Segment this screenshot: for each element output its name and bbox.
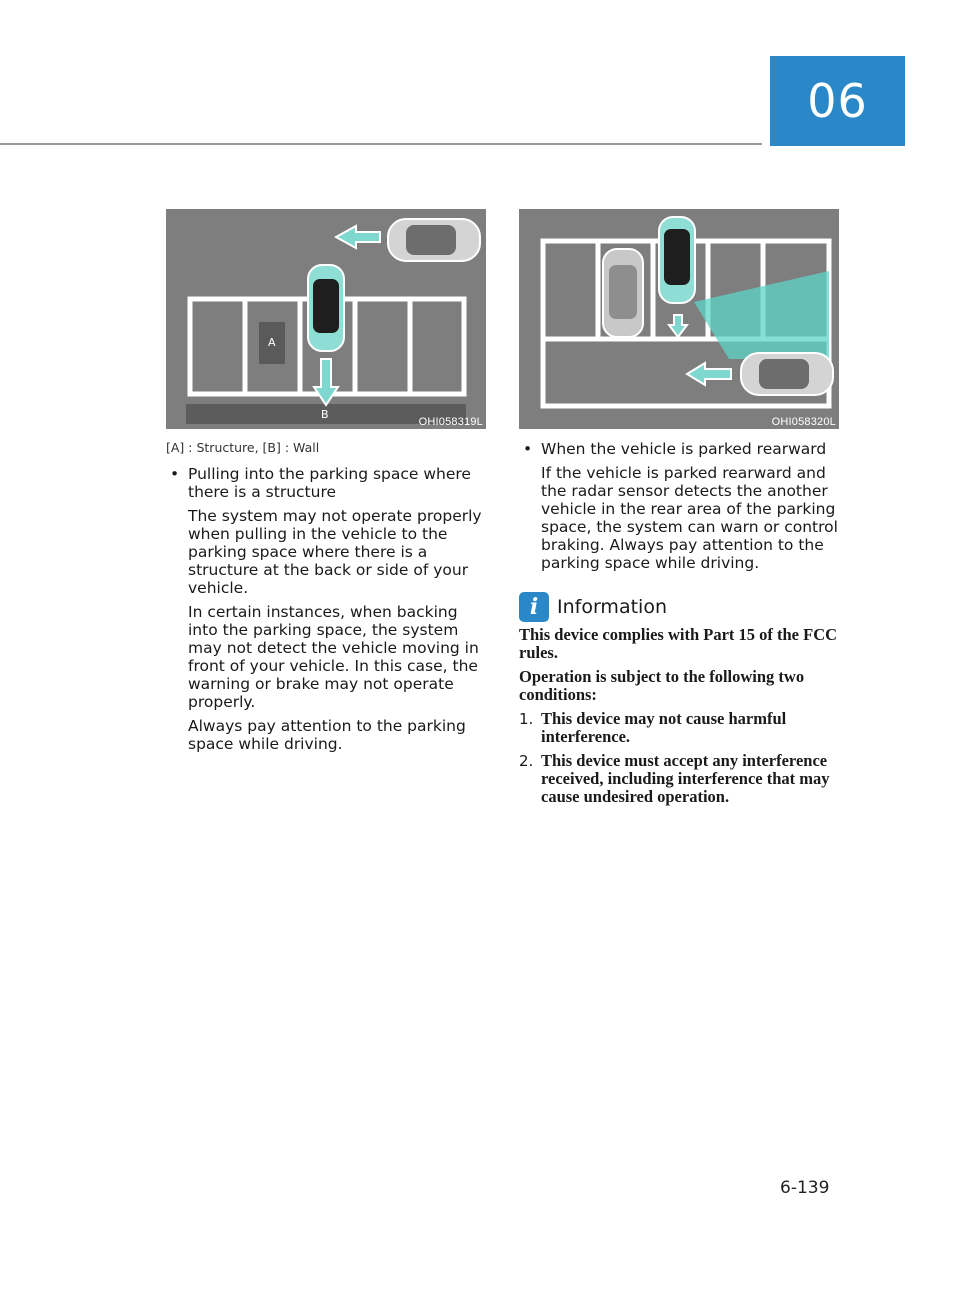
bullet-title: Pulling into the parking space where there is a structure (188, 465, 471, 501)
info-item (519, 710, 849, 746)
info-line: Operation is subject to the following two conditions: (519, 667, 805, 704)
bullet-rearward (519, 440, 849, 458)
figure-code: OHI058319L (418, 416, 483, 428)
info-line: This device complies with Part 15 of the FCC rules. (519, 625, 838, 662)
info-item (519, 752, 849, 806)
figure-label-b: B (321, 408, 329, 421)
bullet-title: When the vehicle is parked rearward (541, 440, 827, 458)
figure-structure-parking (166, 209, 486, 429)
info-title: Information (557, 596, 667, 618)
bullet-dot-icon: • (170, 465, 180, 483)
parking-diagram-1 (166, 209, 486, 429)
info-icon: i (519, 592, 549, 622)
paragraph: The system may not operate properly when pulling in the vehicle to the parking space where there is a structure at the back or side of your vehicle. (188, 507, 482, 597)
item-text: This device must accept any interference received, including interference that may cause undesired operation. (541, 751, 830, 806)
bullet-structure (166, 465, 488, 501)
figure-label-a: A (268, 336, 276, 349)
paragraph: In certain instances, when backing into the parking space, the system may not detect the vehicle moving in front of your vehicle. In this case, the warning or brake may not operate properly. (188, 603, 479, 711)
parking-diagram-2 (519, 209, 839, 429)
page-number: 6-139 (780, 1178, 830, 1198)
right-column (519, 440, 849, 812)
paragraph: If the vehicle is parked rearward and the radar sensor detects the another vehicle in the rear area of the parking space, the system can warn or control braking. Always pay attention to the parking space while driving. (541, 464, 838, 572)
left-column (166, 440, 488, 759)
header-rule (0, 143, 762, 145)
item-number: 2. (519, 752, 534, 770)
figure-rearward-parking (519, 209, 839, 429)
info-header (519, 592, 849, 622)
item-number: 1. (519, 710, 534, 728)
chapter-tab: 06 (770, 56, 905, 146)
figure-code: OHI058320L (771, 416, 836, 428)
paragraph: Always pay attention to the parking space while driving. (188, 717, 466, 753)
bullet-dot-icon: • (523, 440, 533, 458)
item-text: This device may not cause harmful interference. (541, 709, 787, 746)
figure-caption: [A] : Structure, [B] : Wall (166, 440, 320, 455)
